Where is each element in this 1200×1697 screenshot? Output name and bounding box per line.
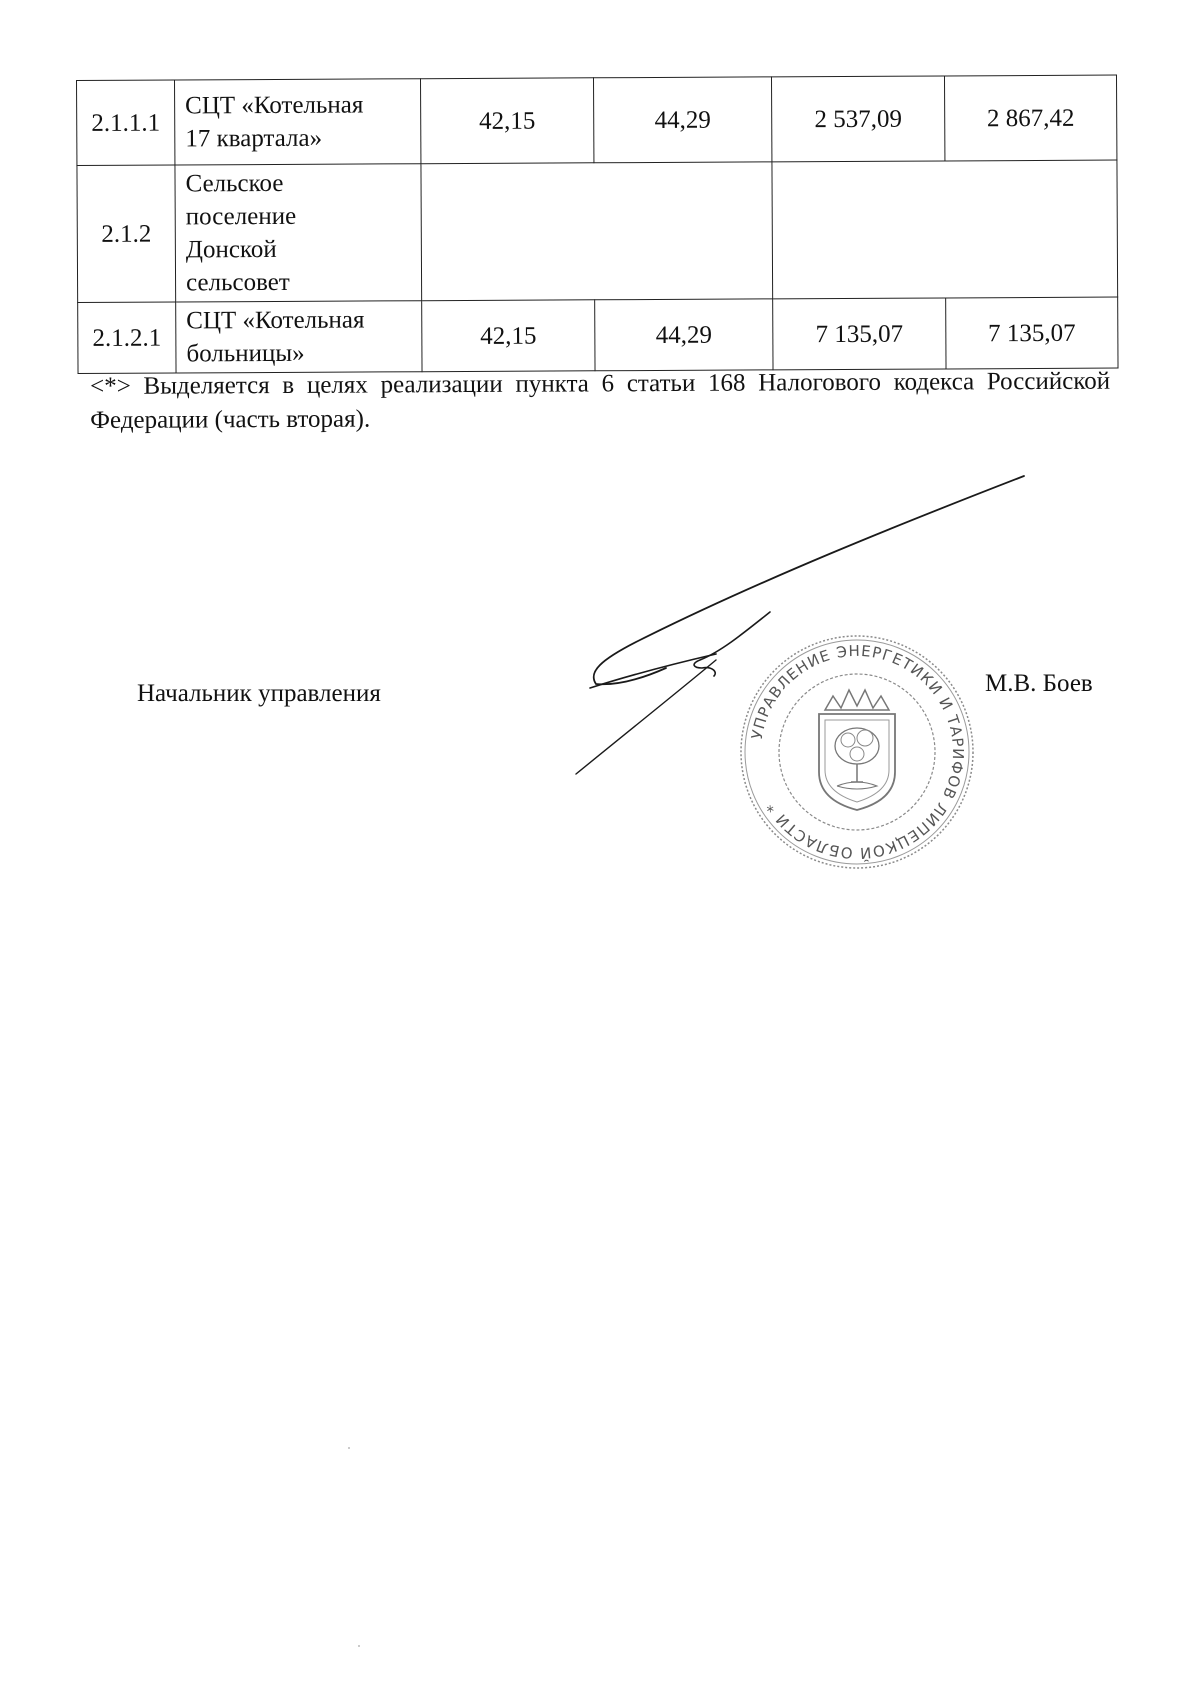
row-name-line: поселение	[185, 202, 297, 231]
row-name-line: СЦТ «Котельная	[185, 91, 364, 120]
empty-merged-cell	[421, 162, 773, 301]
row-name-line: Донской	[185, 235, 277, 264]
row-number-cell: 2.1.2	[77, 165, 176, 303]
row-name-line: больницы»	[186, 339, 305, 368]
value-cell: 7 135,07	[773, 298, 946, 370]
coat-of-arms-icon	[819, 690, 895, 810]
row-number-cell: 2.1.1.1	[77, 80, 175, 166]
row-name-line: 17 квартала»	[185, 124, 323, 153]
value-cell: 42,15	[422, 300, 595, 372]
signer-position: Начальник управления	[137, 680, 381, 707]
footnote-text: <*> Выделяется в целях реализации пункта 6 статьи 168 Налогового кодекса Российской Федерации (часть вторая).	[90, 367, 1111, 434]
table-row	[78, 297, 1118, 373]
official-stamp	[737, 632, 977, 872]
value-cell: 2 537,09	[771, 76, 944, 162]
row-name-line: СЦТ «Котельная	[186, 306, 365, 335]
empty-merged-cell	[772, 160, 1118, 299]
row-name-cell	[175, 79, 421, 165]
signer-name: М.В. Боев	[985, 670, 1093, 697]
value-cell: 44,29	[595, 299, 773, 371]
row-name-cell	[175, 164, 422, 302]
stamp-text: УПРАВЛЕНИЕ ЭНЕРГЕТИКИ И ТАРИФОВ ЛИПЕЦКОЙ ОБЛАСТИ *	[747, 641, 968, 863]
value-cell: 2 867,42	[944, 75, 1116, 161]
row-name-cell	[176, 301, 422, 373]
table-row	[77, 160, 1118, 302]
row-name-line: Сельское	[185, 169, 284, 198]
tariff-table	[76, 75, 1119, 374]
row-number-cell: 2.1.2.1	[78, 302, 176, 374]
table-row	[77, 75, 1117, 165]
row-name-line: сельсовет	[185, 268, 290, 297]
scan-speck	[358, 1645, 360, 1647]
value-cell: 42,15	[420, 78, 593, 164]
value-cell: 44,29	[593, 77, 771, 163]
value-cell: 7 135,07	[946, 297, 1118, 369]
scan-speck	[348, 1447, 350, 1449]
